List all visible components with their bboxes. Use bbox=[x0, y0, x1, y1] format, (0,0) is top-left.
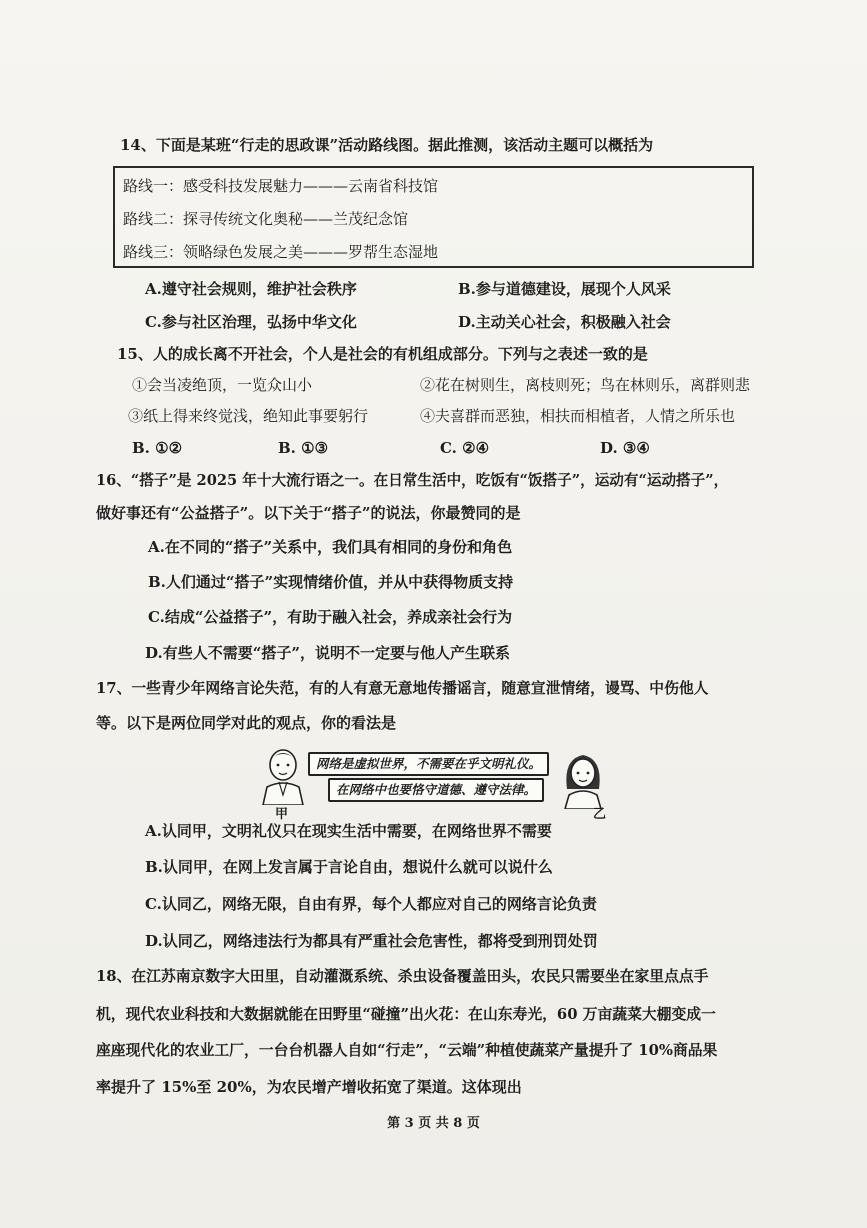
q15-item-3: ③纸上得来终觉浅，绝知此事要躬行 bbox=[128, 407, 369, 425]
q18-line-1: 18、在江苏南京数字大田里，自动灌溉系统、杀虫设备覆盖田头，农民只需要坐在家里点点手 bbox=[96, 968, 709, 985]
bubble-yi: 在网络中也要恪守道德、遵守法律。 bbox=[328, 778, 544, 802]
q15-item-2: ②花在树则生，离枝则死；鸟在林则乐，离群则悲 bbox=[420, 376, 751, 394]
q16-option-c: C.结成“公益搭子”，有助于融入社会，养成亲社会行为 bbox=[148, 608, 513, 626]
page-footer: 第 3 页 共 8 页 bbox=[387, 1116, 480, 1131]
student-yi-figure bbox=[553, 749, 613, 809]
q18-line-3: 座座现代化的农业工厂，一台台机器人自如“行走”，“云端”种植使蔬菜产量提升了 10%商品果 bbox=[96, 1042, 718, 1059]
q15-option-c: C. ②④ bbox=[440, 439, 490, 457]
student-jia-figure bbox=[253, 745, 313, 805]
q17-option-d: D.认同乙，网络违法行为都具有严重社会危害性，都将受到刑罚处罚 bbox=[145, 932, 598, 950]
q15-option-b: B. ①③ bbox=[278, 439, 329, 457]
q15-stem: 15、人的成长离不开社会，个人是社会的有机组成部分。下列与之表述一致的是 bbox=[117, 345, 648, 363]
q17-option-a: A.认同甲，文明礼仪只在现实生活中需要，在网络世界不需要 bbox=[145, 822, 552, 840]
q14-stem: 14、下面是某班“行走的思政课”活动路线图。据此推测，该活动主题可以概括为 bbox=[120, 136, 654, 154]
q14-option-a: A.遵守社会规则，维护社会秩序 bbox=[145, 280, 357, 298]
label-jia: 甲 bbox=[275, 807, 289, 822]
route-box bbox=[113, 166, 754, 268]
route-line-1: 路线一：感受科技发展魅力———云南省科技馆 bbox=[123, 177, 439, 195]
route-line-2: 路线二：探寻传统文化奥秘——兰茂纪念馆 bbox=[123, 210, 409, 228]
q14-option-b: B.参与道德建设，展现个人风采 bbox=[458, 280, 671, 298]
q16-option-a: A.在不同的“搭子”关系中，我们具有相同的身份和角色 bbox=[148, 538, 513, 556]
q16-stem-line-2: 做好事还有“公益搭子”。以下关于“搭子”的说法，你最赞同的是 bbox=[96, 504, 521, 522]
cartoon-illustration bbox=[253, 745, 613, 821]
q17-option-c: C.认同乙，网络无限，自由有界，每个人都应对自己的网络言论负责 bbox=[145, 895, 597, 913]
q16-stem-line-1: 16、“搭子”是 2025 年十大流行语之一。在日常生活中，吃饭有“饭搭子”，运动有“运动搭子”， bbox=[96, 472, 729, 489]
q16-option-b: B.人们通过“搭子”实现情绪价值，并从中获得物质支持 bbox=[148, 573, 514, 591]
q15-item-4: ④夫喜群而恶独，相扶而相植者，人情之所乐也 bbox=[420, 407, 736, 425]
q17-stem-line-1: 17、一些青少年网络言论失范，有的人有意无意地传播谣言，随意宣泄情绪，谩骂、中伤他人 bbox=[96, 680, 709, 697]
q18-line-4: 率提升了 15%至 20%，为农民增产增收拓宽了渠道。这体现出 bbox=[96, 1078, 522, 1096]
q15-option-d: D. ③④ bbox=[600, 439, 650, 457]
q15-item-1: ①会当凌绝顶，一览众山小 bbox=[132, 376, 313, 394]
q14-option-d: D.主动关心社会，积极融入社会 bbox=[458, 313, 671, 331]
label-yi: 乙 bbox=[593, 807, 607, 822]
q18-line-2: 机，现代农业科技和大数据就能在田野里“碰撞”出火花：在山东寿光，60 万亩蔬菜大棚变成一 bbox=[96, 1006, 716, 1023]
q17-option-b: B.认同甲，在网上发言属于言论自由，想说什么就可以说什么 bbox=[145, 858, 553, 876]
q15-option-a: B. ①② bbox=[132, 439, 183, 457]
q14-option-c: C.参与社区治理，弘扬中华文化 bbox=[145, 313, 357, 331]
q16-option-d: D.有些人不需要“搭子”，说明不一定要与他人产生联系 bbox=[145, 644, 510, 662]
q17-stem-line-2: 等。以下是两位同学对此的观点，你的看法是 bbox=[96, 714, 397, 732]
route-line-3: 路线三：领略绿色发展之美———罗帮生态湿地 bbox=[123, 243, 439, 261]
bubble-jia: 网络是虚拟世界，不需要在乎文明礼仪。 bbox=[308, 752, 549, 776]
